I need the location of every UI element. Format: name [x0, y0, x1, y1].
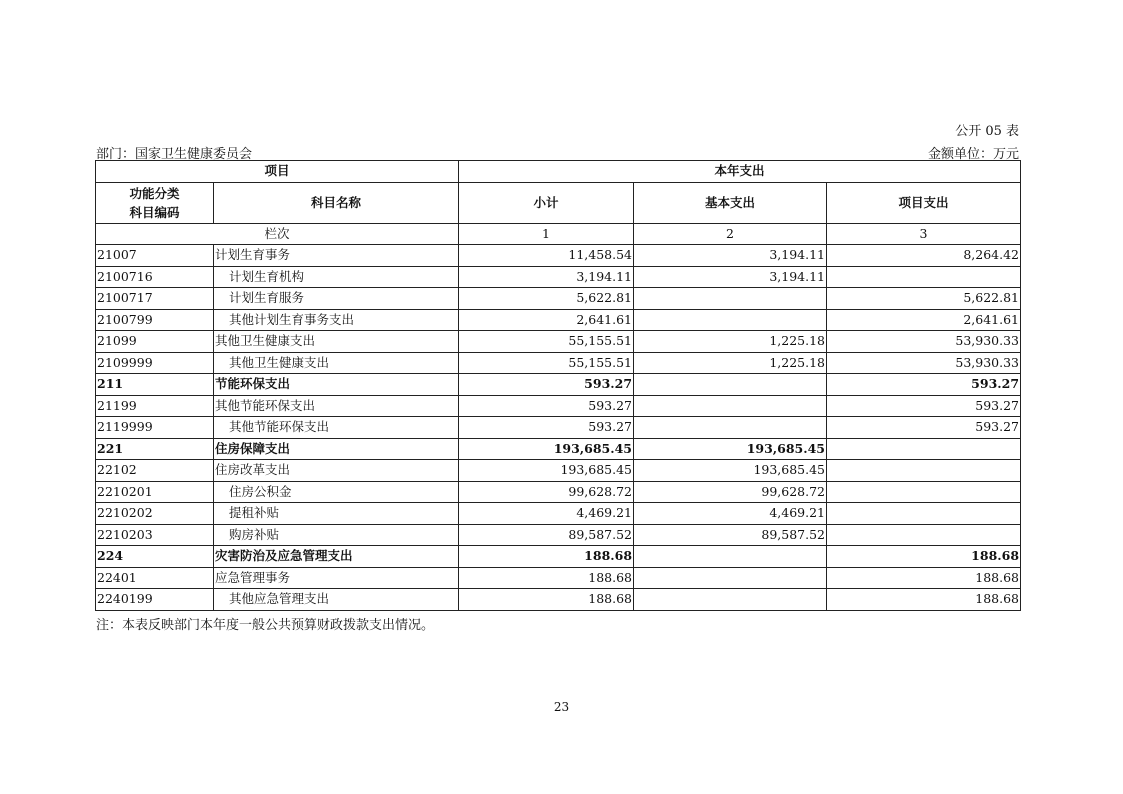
basic-cell [634, 288, 827, 310]
code-cell [96, 481, 214, 503]
code-cell [96, 589, 214, 611]
basic-cell-text: 4,469.21 [769, 505, 826, 521]
name-cell-text: 节能环保支出 [215, 376, 291, 392]
subtotal-cell-text: 193,685.45 [553, 440, 633, 456]
subtotal-cell [459, 438, 634, 460]
code-cell-text: 22102 [97, 462, 137, 478]
subtotal-cell [459, 460, 634, 482]
code-cell-text: 2210201 [97, 483, 153, 499]
name-cell-text: 提租补贴 [229, 505, 280, 521]
subtotal-cell [459, 288, 634, 310]
subtotal-cell [459, 352, 634, 374]
table-row [96, 288, 1021, 310]
code-cell [96, 546, 214, 568]
name-cell-text: 其他节能环保支出 [215, 397, 316, 413]
table-row [96, 524, 1021, 546]
subtotal-cell-text: 188.68 [584, 548, 633, 564]
name-cell-text: 计划生育事务 [215, 247, 291, 263]
code-cell [96, 417, 214, 439]
name-cell-text: 住房保障支出 [215, 440, 291, 456]
code-cell-text: 21199 [97, 397, 137, 413]
code-cell-text: 2210203 [97, 526, 153, 542]
subtotal-cell-text: 593.27 [588, 419, 633, 435]
subtotal-cell-text: 5,622.81 [576, 290, 633, 306]
project-cell [827, 374, 1021, 396]
project-cell [827, 245, 1021, 267]
name-cell-text: 住房公积金 [229, 483, 292, 499]
code-cell-text: 2109999 [97, 354, 153, 370]
basic-cell [634, 331, 827, 353]
table-row [96, 589, 1021, 611]
code-cell [96, 374, 214, 396]
subtotal-cell [459, 331, 634, 353]
code-cell [96, 503, 214, 525]
code-cell [96, 460, 214, 482]
project-cell [827, 460, 1021, 482]
basic-cell [634, 395, 827, 417]
name-cell [214, 352, 459, 374]
expenditure-table [95, 160, 1021, 611]
basic-cell-text: 99,628.72 [761, 483, 826, 499]
basic-cell [634, 460, 827, 482]
name-cell [214, 589, 459, 611]
form-number: 公开 05 表 [955, 124, 1019, 139]
department-label: 部门：国家卫生健康委员会 [96, 147, 253, 162]
basic-header: 基本支出 [634, 182, 827, 223]
project-cell [827, 567, 1021, 589]
header-row-1 [96, 161, 1021, 183]
name-cell-text: 灾害防治及应急管理支出 [215, 548, 353, 564]
code-cell-text: 2100799 [97, 311, 153, 327]
subtotal-cell-text: 188.68 [588, 591, 633, 607]
name-cell-text: 其他计划生育事务支出 [229, 311, 355, 327]
basic-cell [634, 309, 827, 331]
project-cell [827, 266, 1021, 288]
basic-cell [634, 352, 827, 374]
lanci-1: 1 [459, 223, 634, 245]
subtotal-cell-text: 99,628.72 [568, 483, 633, 499]
project-cell [827, 524, 1021, 546]
subtotal-cell [459, 374, 634, 396]
name-cell [214, 417, 459, 439]
project-cell-text: 53,930.33 [955, 333, 1020, 349]
subtotal-cell-text: 188.68 [588, 569, 633, 585]
table-note: 注：本表反映部门本年度一般公共预算财政拨款支出情况。 [96, 618, 435, 633]
code-cell [96, 567, 214, 589]
name-cell [214, 481, 459, 503]
code-cell [96, 524, 214, 546]
table-row [96, 546, 1021, 568]
table-row [96, 481, 1021, 503]
code-cell [96, 266, 214, 288]
table-row [96, 417, 1021, 439]
basic-cell [634, 374, 827, 396]
code-cell-text: 2100717 [97, 290, 153, 306]
lanci-label: 栏次 [96, 223, 459, 245]
code-cell [96, 309, 214, 331]
subtotal-cell-text: 593.27 [588, 397, 633, 413]
code-cell-text: 211 [97, 376, 124, 392]
table-row [96, 374, 1021, 396]
project-cell [827, 352, 1021, 374]
name-cell [214, 309, 459, 331]
code-cell-text: 2240199 [97, 591, 153, 607]
name-cell [214, 245, 459, 267]
code-cell-text: 2119999 [97, 419, 153, 435]
name-cell [214, 395, 459, 417]
subtotal-cell [459, 309, 634, 331]
basic-cell [634, 589, 827, 611]
basic-cell-text: 1,225.18 [769, 333, 826, 349]
table-row [96, 460, 1021, 482]
basic-cell [634, 546, 827, 568]
subtotal-cell-text: 193,685.45 [560, 462, 633, 478]
code-cell-text: 22401 [97, 569, 137, 585]
project-cell [827, 481, 1021, 503]
project-cell-text: 5,622.81 [963, 290, 1020, 306]
subtotal-header: 小计 [459, 182, 634, 223]
table-row [96, 567, 1021, 589]
code-cell [96, 288, 214, 310]
name-cell-text: 其他卫生健康支出 [215, 333, 316, 349]
name-cell [214, 460, 459, 482]
column-index-row [96, 223, 1021, 245]
project-cell [827, 309, 1021, 331]
basic-cell [634, 503, 827, 525]
basic-cell-text: 193,685.45 [753, 462, 826, 478]
subtotal-cell-text: 2,641.61 [576, 311, 633, 327]
project-cell [827, 288, 1021, 310]
subtotal-cell [459, 395, 634, 417]
name-cell [214, 374, 459, 396]
name-cell-text: 其他节能环保支出 [229, 419, 330, 435]
subtotal-cell [459, 417, 634, 439]
code-cell [96, 352, 214, 374]
subtotal-cell-text: 89,587.52 [568, 526, 633, 542]
project-cell-text: 2,641.61 [963, 311, 1020, 327]
code-cell [96, 438, 214, 460]
name-cell-text: 购房补贴 [229, 526, 280, 542]
code-cell [96, 395, 214, 417]
code-cell-text: 21007 [97, 247, 137, 263]
subtotal-cell [459, 546, 634, 568]
table-row [96, 438, 1021, 460]
project-cell-text: 188.68 [975, 569, 1020, 585]
basic-cell [634, 417, 827, 439]
subtotal-cell [459, 589, 634, 611]
project-cell [827, 417, 1021, 439]
table-body [96, 245, 1021, 611]
lanci-2: 2 [634, 223, 827, 245]
basic-cell [634, 438, 827, 460]
project-cell [827, 589, 1021, 611]
project-cell-text: 593.27 [971, 376, 1020, 392]
subtotal-cell [459, 266, 634, 288]
code-cell-text: 21099 [97, 333, 137, 349]
name-cell [214, 331, 459, 353]
subtotal-cell [459, 481, 634, 503]
name-cell [214, 503, 459, 525]
code-cell-text: 221 [97, 440, 124, 456]
basic-cell [634, 567, 827, 589]
subtotal-cell [459, 503, 634, 525]
table-row [96, 309, 1021, 331]
basic-cell-text: 89,587.52 [761, 526, 826, 542]
name-cell-text: 其他卫生健康支出 [229, 354, 330, 370]
name-cell [214, 546, 459, 568]
page-number: 23 [553, 700, 570, 714]
project-cell-text: 188.68 [975, 591, 1020, 607]
code-cell [96, 245, 214, 267]
subtotal-cell-text: 3,194.11 [576, 268, 633, 284]
subtotal-cell-text: 11,458.54 [568, 247, 633, 263]
table-row [96, 331, 1021, 353]
project-cell-text: 8,264.42 [963, 247, 1020, 263]
project-cell [827, 546, 1021, 568]
subtotal-cell-text: 55,155.51 [568, 354, 633, 370]
name-cell [214, 288, 459, 310]
basic-cell [634, 524, 827, 546]
basic-cell-text: 3,194.11 [769, 247, 826, 263]
code-header-text: 功能分类 科目编码 [129, 185, 180, 220]
lanci-3: 3 [827, 223, 1021, 245]
code-cell-text: 2100716 [97, 268, 153, 284]
table-row [96, 395, 1021, 417]
code-header [96, 182, 214, 223]
project-header: 项目支出 [827, 182, 1021, 223]
subtotal-cell-text: 4,469.21 [576, 505, 633, 521]
project-cell-text: 593.27 [975, 397, 1020, 413]
basic-cell-text: 3,194.11 [769, 268, 826, 284]
name-cell-text: 计划生育机构 [229, 268, 305, 284]
name-cell [214, 524, 459, 546]
item-header: 项目 [96, 161, 459, 183]
project-cell-text: 53,930.33 [955, 354, 1020, 370]
amount-unit-label: 金额单位：万元 [927, 147, 1019, 162]
name-cell-text: 计划生育服务 [229, 290, 305, 306]
project-cell [827, 438, 1021, 460]
name-cell-text: 住房改革支出 [215, 462, 291, 478]
name-cell [214, 438, 459, 460]
subtotal-cell-text: 55,155.51 [568, 333, 633, 349]
table-row [96, 266, 1021, 288]
basic-cell-text: 1,225.18 [769, 354, 826, 370]
basic-cell [634, 481, 827, 503]
project-cell [827, 331, 1021, 353]
name-cell [214, 266, 459, 288]
header-row-2 [96, 182, 1021, 223]
table-row [96, 245, 1021, 267]
code-cell-text: 2210202 [97, 505, 153, 521]
project-cell [827, 503, 1021, 525]
project-cell-text: 593.27 [975, 419, 1020, 435]
subtotal-cell [459, 567, 634, 589]
year-expenditure-header: 本年支出 [459, 161, 1021, 183]
subtotal-cell [459, 245, 634, 267]
table-row [96, 503, 1021, 525]
basic-cell [634, 266, 827, 288]
code-cell [96, 331, 214, 353]
project-cell-text: 188.68 [971, 548, 1020, 564]
subtotal-cell-text: 593.27 [584, 376, 633, 392]
table-row [96, 352, 1021, 374]
code-cell-text: 224 [97, 548, 124, 564]
basic-cell [634, 245, 827, 267]
project-cell [827, 395, 1021, 417]
basic-cell-text: 193,685.45 [746, 440, 826, 456]
name-cell-text: 应急管理事务 [215, 569, 291, 585]
name-cell [214, 567, 459, 589]
subtotal-cell [459, 524, 634, 546]
name-cell-text: 其他应急管理支出 [229, 591, 330, 607]
name-header: 科目名称 [214, 182, 459, 223]
